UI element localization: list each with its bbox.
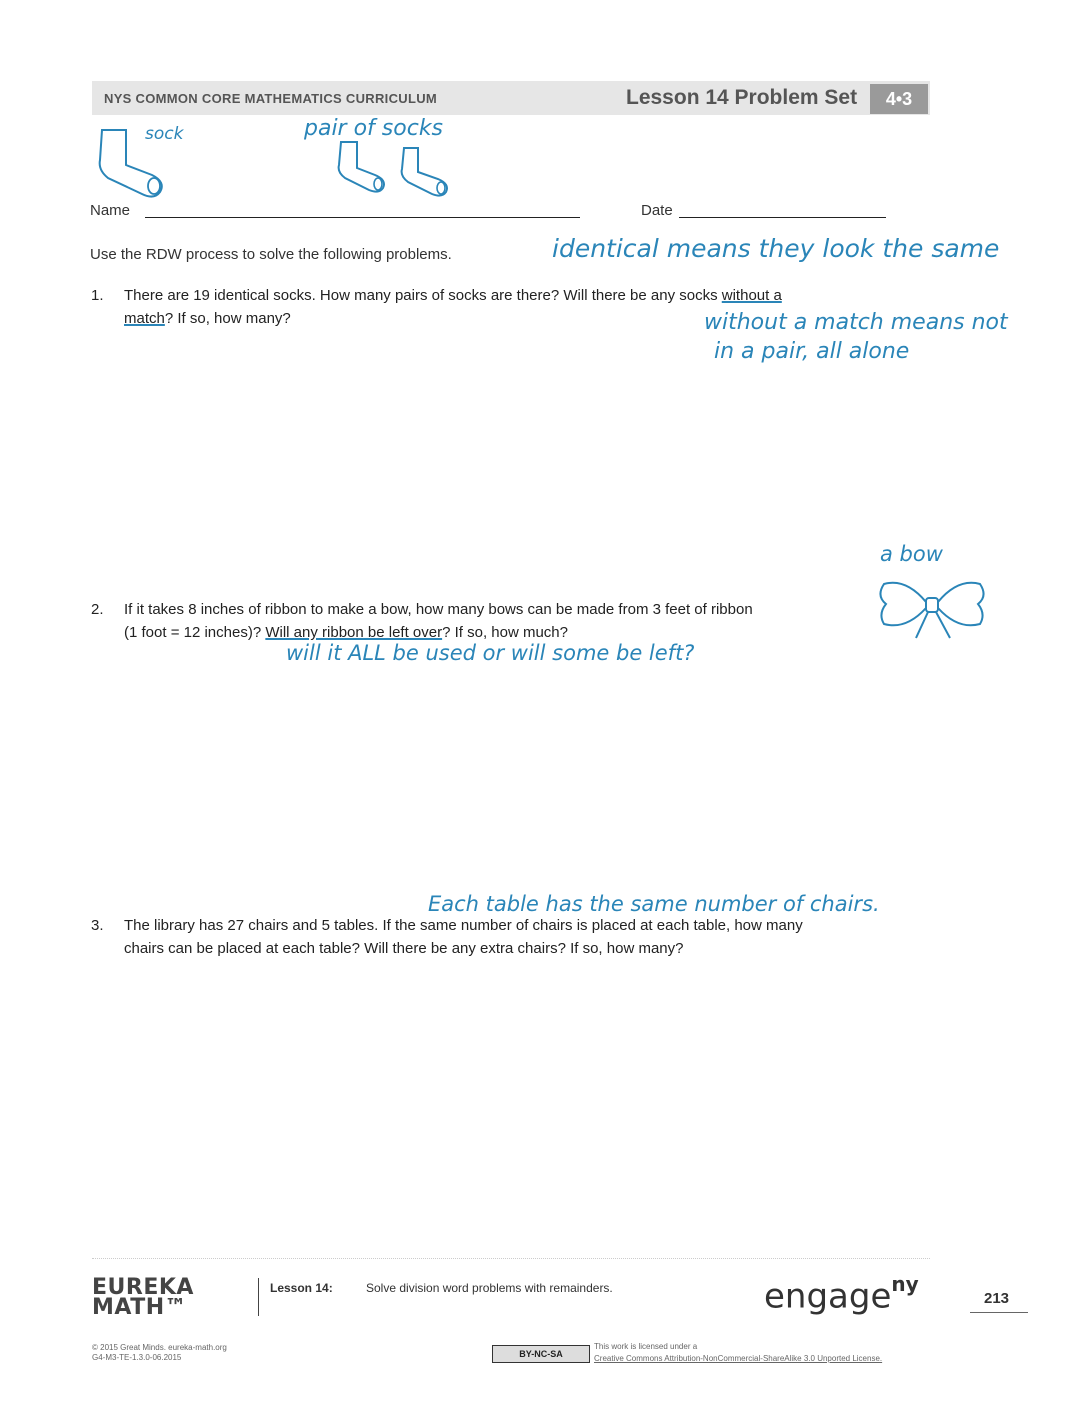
footer-divider: [92, 1258, 930, 1259]
engage-text: engage: [764, 1276, 892, 1317]
problem-3-text: The library has 27 chairs and 5 tables. If the same number of chairs is placed at each table, how many: [124, 917, 803, 934]
lesson-label: Lesson 14:: [270, 1281, 333, 1295]
engageny-logo: [764, 1272, 919, 1317]
left-over-note: will it ALL be used or will some be left?: [286, 641, 695, 665]
name-field[interactable]: [145, 217, 580, 218]
date-label: Date: [641, 202, 673, 219]
problem-1-text: There are 19 identical socks. How many pairs of socks are there? Will there be any socks: [124, 287, 722, 304]
sock-drawing-pair-left: [335, 140, 395, 195]
identical-note: identical means they look the same: [552, 234, 1000, 263]
eureka-math-logo: [92, 1275, 194, 1320]
engage-sup: ny: [891, 1272, 919, 1296]
instructions: Use the RDW process to solve the following problems.: [90, 246, 452, 263]
without-match-note-2: in a pair, all alone: [714, 339, 910, 364]
eureka-logo-line2: MATH™: [92, 1295, 188, 1320]
problem-2-text-3: ? If so, how much?: [442, 624, 568, 641]
pair-of-socks-label: pair of socks: [304, 116, 444, 141]
page-number: 213: [984, 1290, 1010, 1307]
problem-2-underline: Will any ribbon be left over: [265, 624, 443, 641]
each-table-note: Each table has the same number of chairs.: [428, 892, 880, 916]
license-link[interactable]: Creative Commons Attribution-NonCommercial-ShareAlike 3.0 Unported License.: [594, 1354, 883, 1363]
name-label: Name: [90, 202, 131, 219]
lesson-description: Solve division word problems with remainders.: [366, 1281, 613, 1295]
without-match-note-1: without a match means not: [704, 310, 1008, 335]
eureka-logo-line1: EUREKA: [92, 1275, 194, 1300]
footer-vertical-divider: [258, 1278, 259, 1316]
sock-drawing-pair-right: [400, 146, 460, 198]
license-line-1: This work is licensed under a: [594, 1342, 698, 1351]
problem-3-text-2: chairs can be placed at each table? Will there be any extra chairs? If so, how many?: [124, 940, 684, 957]
problem-2-text: If it takes 8 inches of ribbon to make a bow, how many bows can be made from 3 feet of ribbon: [124, 601, 753, 618]
problem-1-number: 1.: [91, 287, 104, 304]
bow-drawing: [876, 574, 988, 644]
a-bow-label: a bow: [880, 542, 943, 566]
date-field[interactable]: [679, 217, 886, 218]
problem-2-text-2: (1 foot = 12 inches)?: [124, 624, 266, 641]
sock-label: sock: [145, 124, 184, 144]
problem-3-number: 3.: [91, 917, 104, 934]
cc-license-badge: BY-NC-SA: [492, 1345, 590, 1363]
page-number-rule: [970, 1312, 1028, 1313]
problem-1-underline-b: match: [124, 310, 165, 327]
curriculum-title: NYS COMMON CORE MATHEMATICS CURRICULUM: [104, 91, 438, 106]
problem-1-text-2: ? If so, how many?: [164, 310, 291, 327]
problem-1-underline-a: without a: [721, 287, 782, 304]
copyright-line-2: G4-M3-TE-1.3.0-06.2015: [92, 1353, 182, 1362]
lesson-title: Lesson 14 Problem Set: [626, 86, 858, 109]
problem-3: [91, 914, 911, 964]
module-badge: 4•3: [870, 84, 928, 114]
copyright-line-1: © 2015 Great Minds. eureka-math.org: [92, 1343, 227, 1352]
problem-2-number: 2.: [91, 601, 104, 618]
